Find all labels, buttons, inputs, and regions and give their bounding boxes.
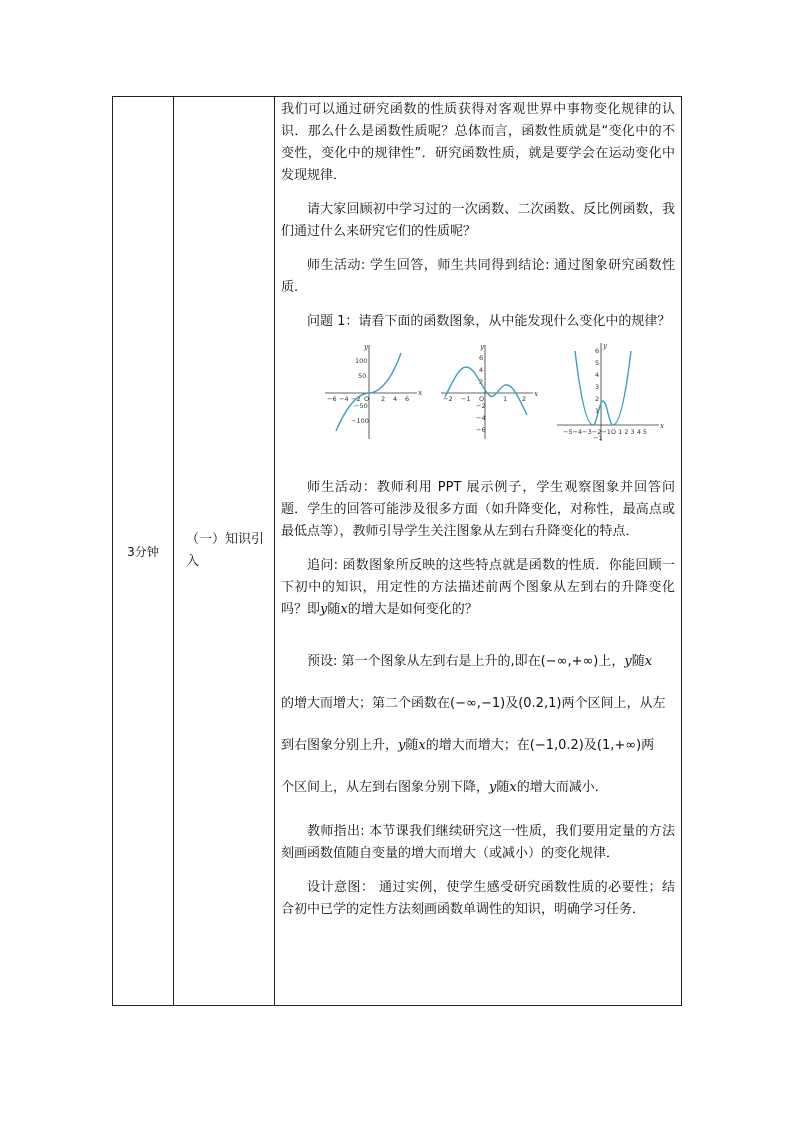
graph-2-xtick: −1 (461, 395, 471, 403)
preset-line-2: 的增大而增大；第二个函数在(−∞,−1)及(0.2,1)两个区间上，从左 (281, 696, 666, 711)
graph-1-xtick: −6 (327, 395, 337, 403)
graph-2-svg (439, 341, 539, 445)
paragraph-activity-1: 师生活动: 学生回答，师生共同得到结论: 通过图象研究函数性质. (281, 258, 675, 295)
graph-1-ytick: 50 (358, 372, 367, 380)
lesson-table (112, 96, 682, 1006)
graph-2-xtick: O (479, 395, 485, 403)
preset-line-4: 个区间上，从左到右图象分别下降，y随x的增大而减小． (281, 780, 608, 795)
graph-2-xtick: 2 (522, 395, 527, 403)
graph-1-ytick: 100 (355, 357, 368, 365)
graph-2-x-label: x (534, 390, 538, 398)
paragraph-teacher-note: 教师指出: 本节课我们继续研究这一性质，我们要用定量的方法刻画函数值随自变量的增大而增大（或减小）的变化规律． (281, 824, 675, 861)
content-cell (275, 97, 682, 1006)
graph-1-x-label: x (418, 389, 422, 397)
graph-1-ytick: −50 (354, 402, 368, 410)
graph-3-ytick: 5 (595, 359, 600, 367)
paragraph-activity-2: 师生活动：教师利用 PPT 展示例子，学生观察图象并回答问题．学生的回答可能涉及很多方面（如升降变化，对称性，最高点或最低点等），教师引导学生关注图象从左到右升降变化的特点． (281, 480, 675, 539)
section-cell: （一）知识引入 (174, 97, 275, 1006)
graph-1-xtick: −4 (339, 395, 349, 403)
graph-3-ytick: 3 (595, 383, 600, 391)
table-row (113, 97, 682, 1006)
graph-3-ytick: 1 (595, 407, 600, 415)
paragraph-question-1: 问题 1：请看下面的函数图象，从中能发现什么变化中的规律？ (307, 314, 671, 329)
graph-1-xtick: 6 (405, 395, 410, 403)
graph-3-ytick: 6 (595, 347, 600, 355)
graph-1-xtick: 4 (393, 395, 398, 403)
graph-1-xtick: 2 (381, 395, 386, 403)
paragraph-review: 请大家回顾初中学习过的一次函数、二次函数、反比例函数，我们通过什么来研究它们的性质呢？ (281, 202, 675, 239)
graph-3-y-label: y (603, 342, 607, 350)
graph-3-ytick: 4 (595, 371, 600, 379)
graph-2-y-label: y (480, 343, 484, 351)
preset-line-3: 到右图象分别上升，y随x的增大而增大；在(−1,0.2)及(1,+∞)两 (281, 738, 655, 753)
graph-3-x-label: x (660, 422, 664, 430)
graph-3-xticks: −5−4−3−2−1O 1 2 3 4 5 (563, 428, 648, 436)
graph-2-ytick: 6 (479, 354, 484, 362)
graph-2-ytick: 4 (479, 366, 484, 374)
graph-2-ytick: −6 (476, 426, 486, 434)
graph-3-ytick: −1 (593, 434, 603, 442)
graph-2 (439, 341, 539, 465)
paragraph-design-intent: 设计意图： 通过实例，使学生感受研究函数性质的必要性；结合初中已学的定性方法刻画函数单调性的知识，明确学习任务． (281, 880, 675, 917)
preset-line-1: 预设: 第一个图象从左到右是上升的,即在(−∞,+∞)上，y随x (307, 654, 653, 669)
graph-3-svg (555, 341, 665, 445)
graph-1-ytick: −100 (351, 417, 369, 425)
graph-2-ytick: −4 (476, 414, 486, 422)
graph-1-svg (323, 341, 423, 445)
graph-3-ytick: 2 (595, 395, 600, 403)
graph-3 (555, 341, 665, 465)
graph-2-xtick: −2 (443, 395, 453, 403)
time-cell: 3分钟 (113, 97, 174, 1006)
graph-2-ytick: −2 (476, 402, 486, 410)
graph-1-y-label: y (364, 343, 368, 351)
graph-2-ytick: 2 (479, 378, 484, 386)
function-graphs (281, 333, 675, 465)
graph-1 (323, 341, 423, 465)
paragraph-follow-up: 追问: 函数图象所反映的这些特点就是函数的性质．你能回顾一下初中的知识，用定性的方法描述前两个图象从左到右的升降变化吗？即y随x的增大是如何变化的？ (281, 558, 675, 617)
paragraph-intro: 我们可以通过研究函数的性质获得对客观世界中事物变化规律的认识．那么什么是函数性质呢？总体而言，函数性质就是“变化中的不变性，变化中的规律性”．研究函数性质，就是要学会在运动变化中发现规律． (281, 102, 675, 183)
graph-2-xtick: 1 (503, 395, 508, 403)
graph-1-xtick: −2 (351, 395, 361, 403)
preset-answer (281, 641, 675, 809)
graph-1-xtick: O (364, 395, 370, 403)
